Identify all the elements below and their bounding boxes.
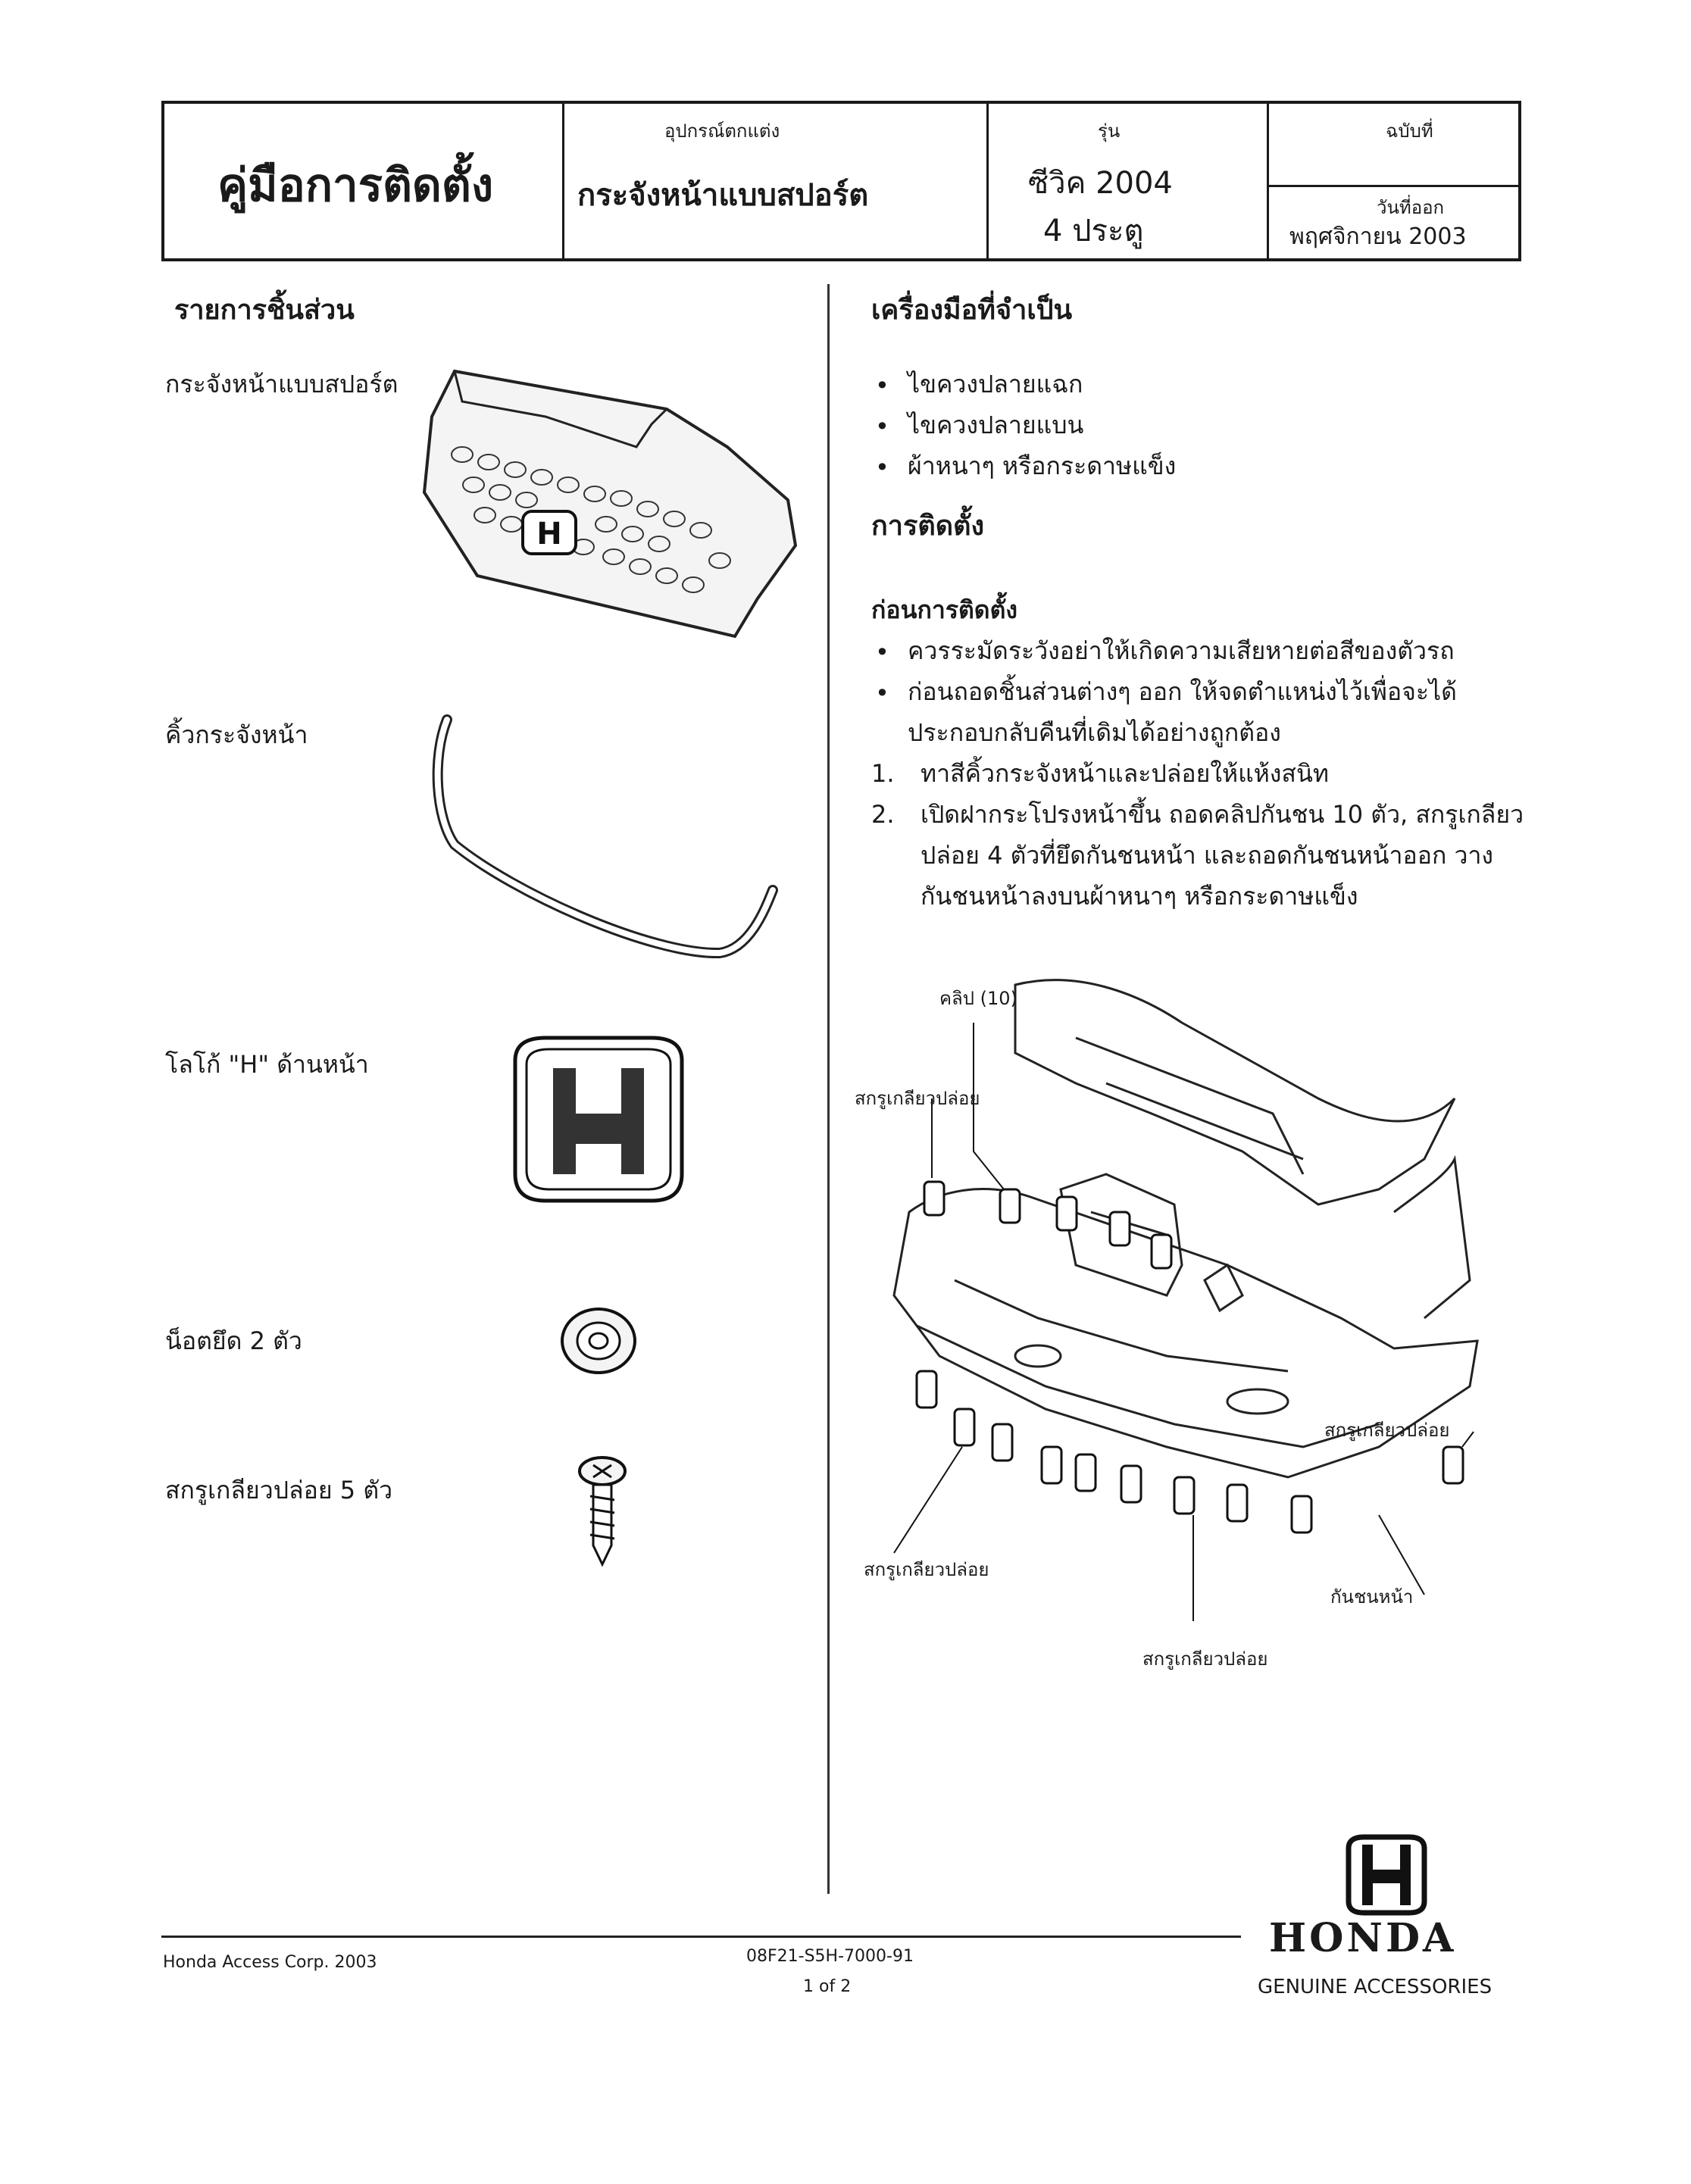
before-install-heading: ก่อนการติดตั้ง: [871, 595, 1017, 624]
part-item: โลโก้ "H" ด้านหน้า: [165, 1050, 369, 1079]
grille-illustration: [409, 348, 803, 651]
svg-text:H: H: [536, 517, 562, 551]
bumper-label: กันชนหน้า: [1330, 1586, 1414, 1608]
part-item: คิ้วกระจังหน้า: [165, 720, 308, 749]
clip-label: คลิป (10): [939, 988, 1017, 1009]
tool-item: ไขควงปลายแบน: [908, 411, 1084, 439]
h-logo-illustration: [500, 1030, 697, 1212]
footer-rule: [161, 1936, 1241, 1938]
step-number: 2.: [871, 800, 895, 829]
nut-illustration: [557, 1303, 640, 1379]
tool-item: ผ้าหนาๆ หรือกระดาษแข็ง: [908, 451, 1177, 480]
footer-page: 1 of 2: [803, 1977, 852, 1996]
install-note-cont: ประกอบกลับคืนที่เดิมได้อย่างถูกต้อง: [908, 718, 1281, 747]
manual-title: คู่มือการติดตั้ง: [217, 159, 494, 212]
footer-doc-number: 08F21-S5H-7000-91: [746, 1947, 914, 1966]
bullet-dot: •: [875, 371, 889, 400]
step-text: ทาสีคิ้วกระจังหน้าและปล่อยให้แห้งสนิท: [921, 759, 1329, 788]
column-divider: [827, 284, 830, 1894]
bullet-dot: •: [875, 638, 889, 667]
accessory-name: กระจังหน้าแบบสปอร์ต: [577, 178, 869, 213]
honda-h-logo-icon: [1341, 1833, 1432, 1917]
footer-company: Honda Access Corp. 2003: [163, 1953, 377, 1972]
tools-heading: เครื่องมือที่จำเป็น: [871, 295, 1073, 326]
model-doors: 4 ประตู: [1043, 214, 1144, 248]
screw-illustration: [572, 1454, 633, 1568]
model-name: ซีวิค 2004: [1028, 166, 1173, 201]
part-item: กระจังหน้าแบบสปอร์ต: [165, 370, 399, 398]
screw-label: สกรูเกลียวปล่อย: [1142, 1648, 1268, 1670]
issue-date-label: วันที่ออก: [1377, 197, 1445, 218]
install-note: ก่อนถอดชิ้นส่วนต่างๆ ออก ให้จดตำแหน่งไว้เพื่อจะได้: [908, 677, 1457, 706]
screw-label: สกรูเกลียวปล่อย: [1324, 1420, 1450, 1441]
step-text: กันชนหน้าลงบนผ้าหนาๆ หรือกระดาษแข็ง: [921, 882, 1358, 911]
bullet-dot: •: [875, 679, 889, 708]
bullet-dot: •: [875, 453, 889, 482]
tool-item: ไขควงปลายแฉก: [908, 370, 1083, 398]
install-note: ควรระมัดระวังอย่าให้เกิดความเสียหายต่อสีของตัวรถ: [908, 636, 1455, 665]
step-text: ปล่อย 4 ตัวที่ยึดกันชนหน้า และถอดกันชนหน้าออก วาง: [921, 841, 1494, 870]
brand-tagline: GENUINE ACCESSORIES: [1258, 1976, 1493, 1998]
screw-label: สกรูเกลียวปล่อย: [855, 1088, 980, 1109]
issue-date: พฤศจิกายน 2003: [1289, 223, 1467, 250]
parts-heading: รายการชิ้นส่วน: [174, 295, 355, 326]
step-number: 1.: [871, 759, 895, 788]
brand-wordmark: HONDA: [1269, 1915, 1457, 1961]
header-table: [161, 101, 1521, 261]
step-text: เปิดฝากระโปรงหน้าขึ้น ถอดคลิปกันชน 10 ตัว, สกรูเกลียว: [921, 800, 1524, 829]
model-label: รุ่น: [1098, 120, 1121, 142]
accessory-label: อุปกรณ์ตกแต่ง: [664, 120, 780, 142]
part-item: สกรูเกลียวปล่อย 5 ตัว: [165, 1476, 393, 1504]
part-item: น็อตยึด 2 ตัว: [165, 1326, 302, 1355]
bullet-dot: •: [875, 412, 889, 441]
molding-illustration: [424, 712, 788, 970]
edition-label: ฉบับที่: [1386, 120, 1433, 142]
installation-heading: การติดตั้ง: [871, 511, 985, 542]
screw-label: สกรูเกลียวปล่อย: [864, 1559, 989, 1580]
